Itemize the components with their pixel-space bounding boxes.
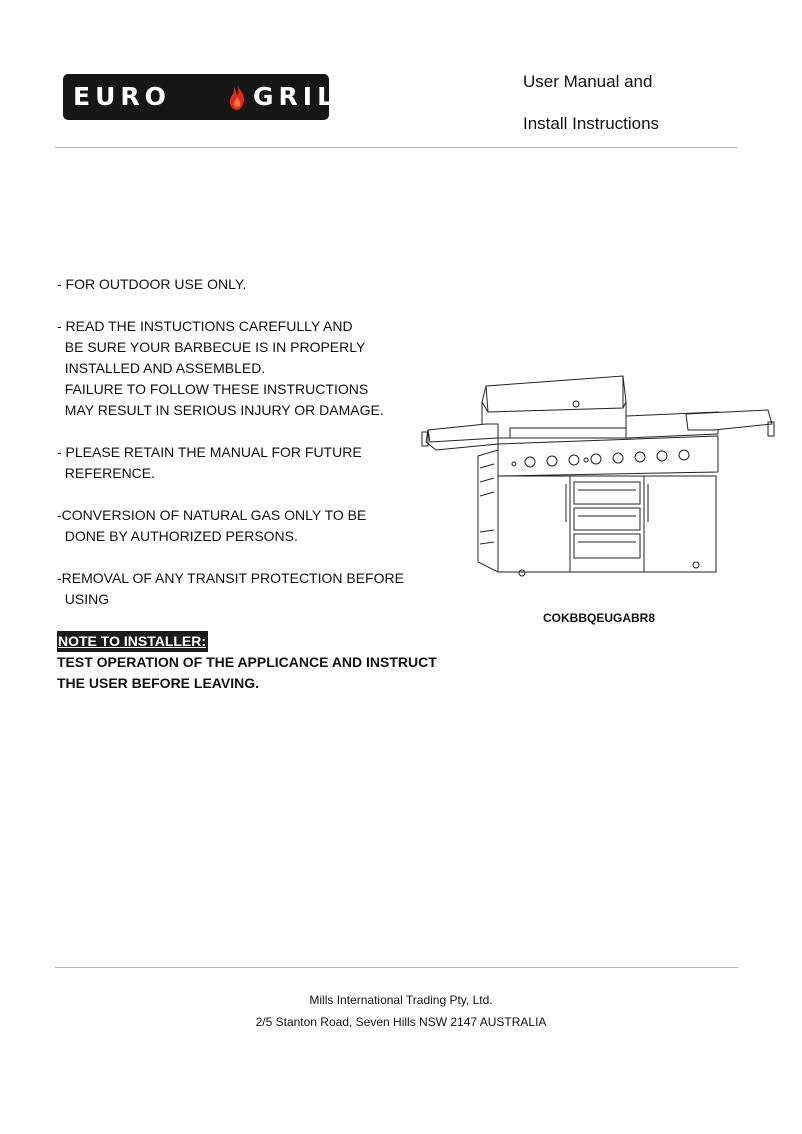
instruction-line: -REMOVAL OF ANY TRANSIT PROTECTION BEFORE	[57, 570, 404, 586]
flame-icon	[227, 83, 247, 111]
model-code: COKBBQEUGABR8	[543, 611, 656, 625]
note-line: THE USER BEFORE LEAVING.	[57, 675, 259, 691]
installer-note	[57, 631, 437, 694]
bbq-grill-illustration	[418, 372, 780, 578]
instruction-line: DONE BY AUTHORIZED PERSONS.	[57, 528, 298, 544]
instruction-line: -CONVERSION OF NATURAL GAS ONLY TO BE	[57, 507, 367, 523]
instruction-line	[57, 421, 437, 442]
instruction-line: USING	[57, 591, 110, 607]
instruction-line	[57, 484, 437, 505]
instruction-line: - PLEASE RETAIN THE MANUAL FOR FUTURE	[57, 444, 362, 460]
instruction-line: - FOR OUTDOOR USE ONLY.	[57, 276, 247, 292]
instruction-line: MAY RESULT IN SERIOUS INJURY OR DAMAGE.	[57, 402, 384, 418]
brand-logo	[63, 74, 382, 120]
note-heading: NOTE TO INSTALLER:	[57, 631, 208, 652]
logo-word-euro: EURO	[73, 82, 171, 111]
instruction-line	[57, 547, 437, 568]
safety-instructions	[57, 274, 437, 610]
header-divider	[55, 147, 738, 148]
instruction-line: BE SURE YOUR BARBECUE IS IN PROPERLY	[57, 339, 366, 355]
doc-title-line1: User Manual and	[523, 72, 653, 91]
instruction-line	[57, 295, 437, 316]
instruction-line: INSTALLED AND ASSEMBLED.	[57, 360, 266, 376]
doc-title-line2: Install Instructions	[523, 114, 660, 133]
logo-word-grille: GRILLE	[253, 82, 382, 111]
instruction-line: - READ THE INSTUCTIONS CAREFULLY AND	[57, 318, 353, 334]
footer-address: 2/5 Stanton Road, Seven Hills NSW 2147 AUSTRALIA	[255, 1015, 547, 1029]
instruction-line: REFERENCE.	[57, 465, 156, 481]
footer-divider	[55, 967, 738, 968]
footer-company: Mills International Trading Pty, Ltd.	[309, 993, 493, 1007]
note-line: TEST OPERATION OF THE APPLICANCE AND INSTRUCT	[57, 654, 437, 670]
instruction-line: FAILURE TO FOLLOW THESE INSTRUCTIONS	[57, 381, 369, 397]
